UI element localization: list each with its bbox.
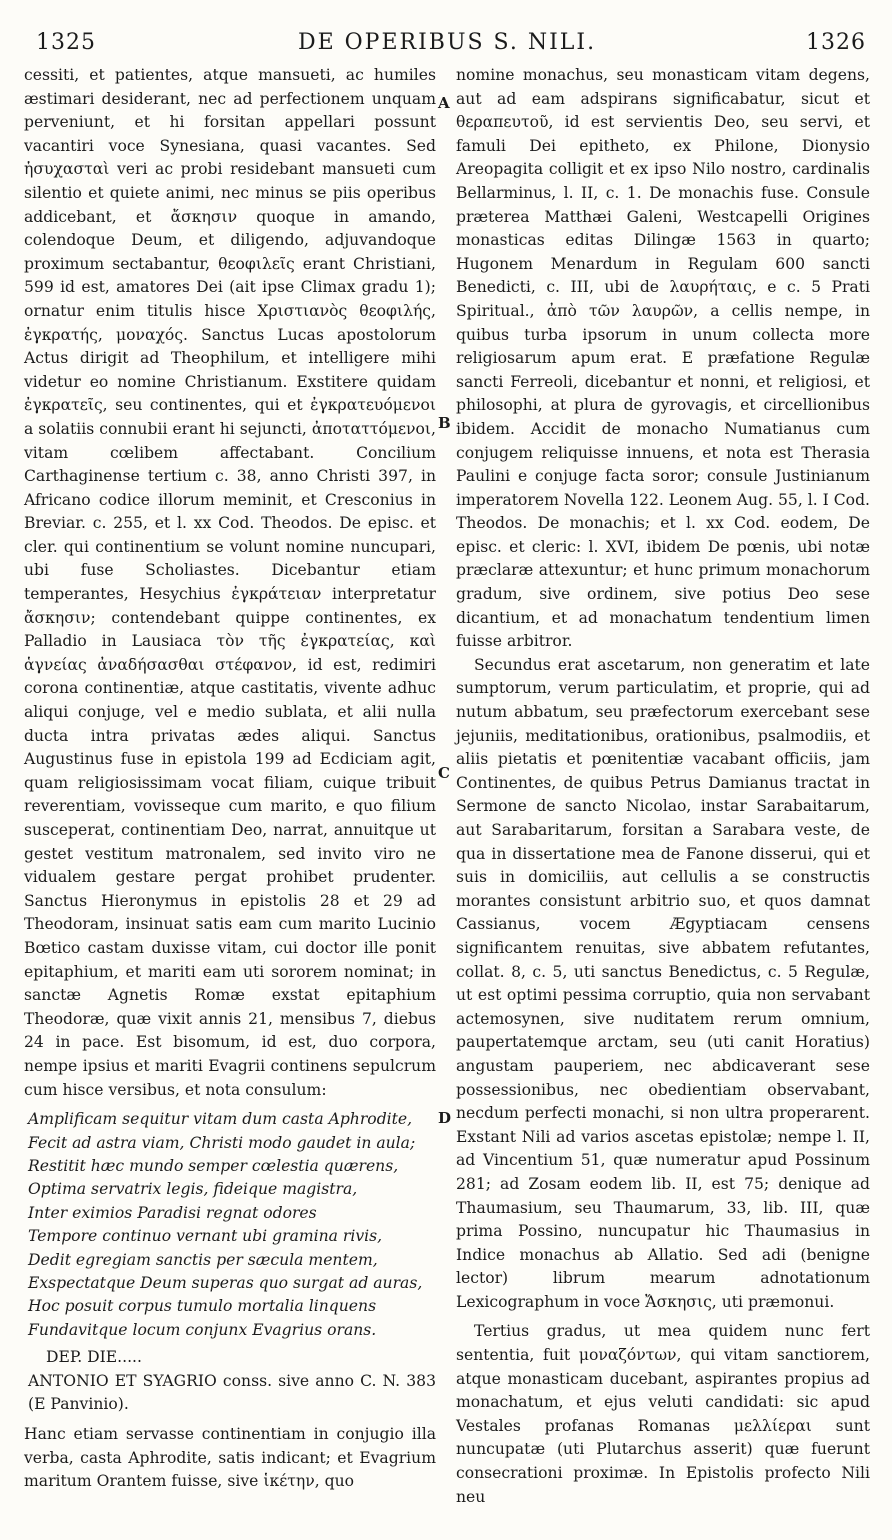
poem-line: Inter eximios Paradisi regnat odores [28, 1203, 317, 1222]
poem-line: Fundavitque locum conjunx Evagrius orans. [28, 1320, 377, 1339]
document-page [24, 28, 870, 1528]
margin-letter-c: C [438, 764, 450, 782]
right-paragraph-2: Secundus erat ascetarum, non generatim et late sumptorum, verum particulatim, et proprie, qui ad nutum abbatum, seu præfectorum exercebant sese jejuniis, meditationibus, orationibus, psalmodiis, et aliis pietatis et pœnitentiæ vacabant officiis, jam Continentes, de quibus Petrus Damianus tractat in Sermone de sancto Nicolao, instar Sarabaitarum, aut Sarabaritarum, forsitan a Sarabara veste, de qua in dissertatione mea de Fanone disserui, qui et suis in domiciliis, aut cellulis a se constructis morantes consistunt arbitrio suo, et quos damnat Cassianus, vocem Ægyptiacam censens significantem renuitas, sive abbatem refutantes, collat. 8, c. 5, uti sanctus Benedictus, c. 5 Regulæ, ut est optimi pessima corruptio, quia non servabant actemosynen, sive nuditatem rerum omnium, paupertatemque arctam, seu (uti canit Horatius) angustam pauperiem, nec abdicaverant sese possessionibus, nec obedientiam observabant, necdum perfecti monachi, si non ultra properarent. Exstant Nili ad varios ascetas epistolæ; nempe l. II, ad Vincentium 51, quæ numeratur apud Possinum 281; ad Zosam eodem lib. II, est 75; denique ad Thaumasium, seu Thaumarum, 33, lib. III, quæ prima Possino, nuncupatur hic Thaumasius in Indice monachus ab Allatio. Sed adi (benigne lector) librum mearum adnotationum Lexicographum in voce Ἄσκησις, uti præmonui. [456, 655, 870, 1311]
right-paragraph-3: Tertius gradus, ut mea quidem nunc fert sententia, fuit μοναζόντων, qui vitam sanctiorem, atque monasticam ducebant, aspirantes propius ad monachatum, et ejus veluti candidati: sic apud Vestales profanas Romanas μελλίεραι sunt nuncupatæ (uti Plutarchus asserit) quæ fuerunt consecrationi proximæ. In Epistolis profecto Nili neu [456, 1322, 870, 1506]
margin-letter-d: D [438, 1109, 452, 1127]
epitaph-poem [28, 1108, 436, 1342]
poem-line: Amplificam sequitur vitam dum casta Aphrodite, [28, 1110, 413, 1129]
running-header [24, 28, 870, 58]
poem-line: Fecit ad astra viam, Christi modo gaudet in aula; [28, 1133, 416, 1152]
left-paragraph-1: cessiti, et patientes, atque mansueti, ac humiles æstimari desiderant, nec ad perfectionem unquam perveniunt, et hi forsitan appellari possunt vacantiri voce Synesiana, quasi vacantes. Sed ἡσυχασταὶ veri ac probi residebant mansueti cum silentio et quiete animi, nec minus se piis operibus addicebant, et ἄσκησιν quoque in amando, colendoque Deum, et diligendo, adjuvandoque proximum sectabantur, θεοφιλεῖς erant Christiani, 599 id est, amatores Dei (ait ipse Climax gradu 1); ornatur enim titulis hisce Χριστιανὸς θεοφιλής, ἐγκρατής, μοναχός. Sanctus Lucas apostolorum Actus dirigit ad Theophilum, et intelligere mihi videtur eo nomine Christianum. Exstitere quidam ἐγκρατεῖς, seu continentes, qui et ἐγκρατευόμενοι a solatiis connubii erant hi sejuncti, ἀποταττόμενοι, vitam cœlibem affectabant. Concilium Carthaginense tertium c. 38, anno Christi 397, in Africano codice illorum meminit, et Cresconius in Breviar. c. 255, et l. xx Cod. Theodos. De episc. et cler. qui continentium se volunt nomine nuncupari, ubi fuse Scholiastes. Dicebantur etiam temperantes, Hesychius ἐγκράτειαν interpretatur ἄσκησιν; contendebant quippe continentes, ex Palladio in Lausiaca τὸν τῆς ἐγκρατείας, καὶ ἁγνείας ἀναδήσασθαι στέφανον, id est, redimiri corona continentiæ, atque castitatis, vivente adhuc aliqui conjuge, vel e medio sublata, et alii nulla ducta intra privatas ædes aliqui. Sanctus Augustinus fuse in epistola 199 ad Ecdiciam agit, quam religiosissimam vocat filiam, cuique tribuit reverentiam, vovisseque cum marito, e quo filium susceperat, continentiam Deo, narrat, annuitque ut gestet vestitum matronalem, sed invito viro ne vidualem gestare pergat prohibet prudenter. Sanctus Hieronymus in epistolis 28 et 29 ad Theodoram, insinuat satis eam cum marito Lucinio Bœtico castam duxisse vitam, cui doctor ille ponit epitaphium, et mariti eam uti sororem nominat; in sanctæ Agnetis Romæ exstat epitaphium Theodoræ, quæ vixit annis 21, mensibus 7, diebus 24 in pace. Est bisomum, id est, duo corpora, nempe ipsius et mariti Evagrii continens sepulcrum cum hisce versibus, et nota consulum: [24, 66, 436, 1099]
right-paragraph-1: nomine monachus, seu monasticam vitam degens, aut ad eam adspirans significabatur, sicut et θεραπευτοῦ, id est servientis Deo, seu servi, et famuli Dei epitheto, ex Philone, Dionysio Areopagita colligit et ex ipso Nilo nostro, cardinalis Bellarminus, l. II, c. 1. De monachis fuse. Consule præterea Matthæi Galeni, Westcapelli Origines monasticas editas Dilingæ 1563 in quarto; Hugonem Menardum in Regulam 600 sancti Benedicti, c. III, ubi de λαυρήταις, e c. 5 Prati Spiritual., ἀπὸ τῶν λαυρῶν, a cellis nempe, in quibus turba ipsorum in unum collecta more religiosarum apum erat. E præfatione Regulæ sancti Ferreoli, dicebantur et nonni, et religiosi, et philosophi, at plura de gyrovagis, et circellionibus ibidem. Accidit de monacho Numatianus cum conjugem reliquisse innuens, et nota est Therasia Paulini e conjuge facta soror; consule Justinianum imperatorem Novella 122. Leonem Aug. 55, l. I Cod. Theodos. De monachis; et l. xx Cod. eodem, De episc. et cleric: l. XVI, ibidem De pœnis, ubi notæ præclaræ attexuntur; et hunc primum monachorum gradum, sive ordinem, sive potius Deo sese dicantium, et ad monachatum tendentium limen fuisse arbitror. [456, 66, 871, 651]
right-page-number: 1326 [806, 30, 866, 55]
poem-line: Exspectatque Deum superas quo surgat ad auras, [28, 1273, 423, 1292]
poem-line: Restitit hæc mundo semper cœlestia quærens, [28, 1156, 399, 1175]
running-title: DE OPERIBUS S. NILI. [297, 30, 597, 55]
left-page-number: 1325 [36, 30, 96, 55]
left-column [24, 64, 436, 1528]
consuls-line: ANTONIO ET SYAGRIO conss. sive anno C. N. 383 (E Panvinio). [28, 1371, 436, 1414]
poem-line: Tempore continuo vernant ubi gramina rivis, [28, 1227, 383, 1246]
poem-line: Hoc posuit corpus tumulo mortalia linquens [28, 1297, 377, 1316]
left-paragraph-2: Hanc etiam servasse continentiam in conjugio illa verba, casta Aphrodite, satis indicant; et Evagrium maritum Orantem fuisse, sive ἱκέτην, quo [24, 1424, 436, 1491]
poem-line: Dedit egregiam sanctis per sæcula mentem, [28, 1250, 378, 1269]
poem-line: Optima servatrix legis, fideique magistra, [28, 1180, 358, 1199]
right-column [456, 64, 870, 1528]
margin-letter-gutter [436, 64, 456, 1528]
margin-letter-b: B [438, 414, 451, 432]
deposition-line: DEP. DIE..... [46, 1348, 142, 1367]
margin-letter-a: A [438, 94, 450, 112]
